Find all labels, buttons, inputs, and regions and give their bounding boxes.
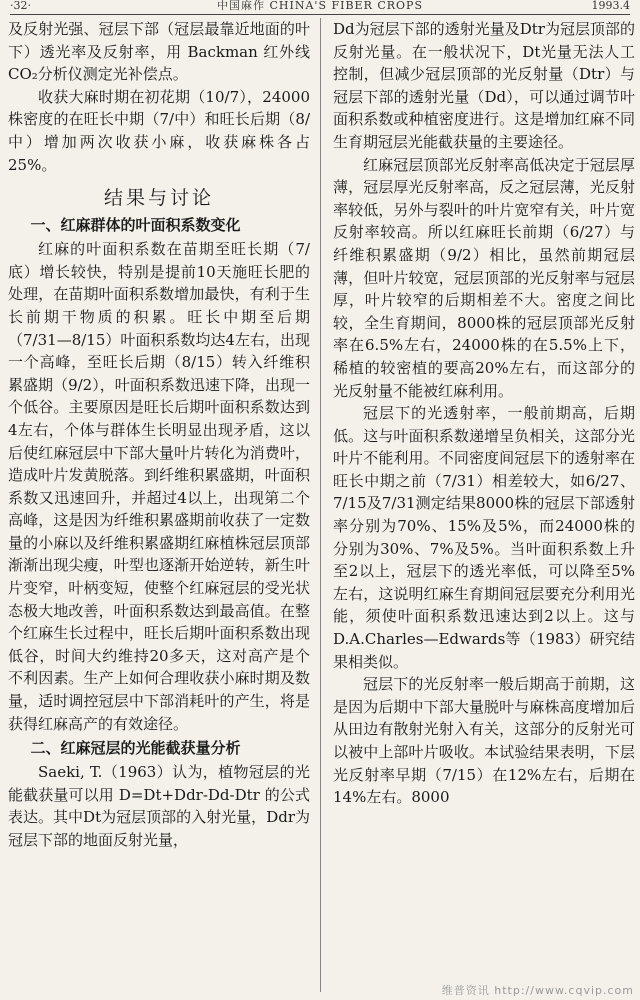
right-column (333, 18, 635, 996)
paragraph-transmittance: 冠层下的光透射率，一般前期高，后期低。这与叶面积系数递增呈负相关，这部分光叶片不能利用。不同密度间冠层下的透射率在旺长中期之前（7/31）相差较大，如6/27、7/15及7/31测定结果8000株的冠层下部透射率分别为70%、15%及5%，而24000株的分别为30%、7%及5%。当叶面积系数上升至2以上，冠层下的透光率低，可以降至5%左右，这说明红麻生育期间冠层要充分利用光能，须使叶面积系数迅速达到2以上。这与D.A.Charles—Edwards等（1983）研究结果相类似。 (333, 404, 635, 671)
journal-name: 中国麻作 CHINA'S FIBER CROPS (217, 0, 423, 12)
subsection-title-lai: 一、红麻群体的叶面积系数变化 (30, 216, 241, 235)
paragraph-continued-right: Dd为冠层下部的透射光量及Dtr为冠层顶部的反射光量。在一般状况下，Dt光量无法人工控制，但减少冠层顶部的光反射量（Dtr）与冠层下部的透射光量（Dd），可以通过调节叶面积系数或种植密度进行。这是增加红麻不同生育期冠层光能截获量的主要途径。 (333, 20, 635, 151)
paragraph-continued: 及反射光强、冠层下部（冠层最靠近地面的叶下）透光率及反射率，用 Backman 红外线CO₂分析仪测定光补偿点。 (8, 20, 310, 84)
paragraph-reflectance: 红麻冠层顶部光反射率高低决定于冠层厚薄，冠层厚光反射率高，反之冠层薄，光反射率较低，另外与裂叶的叶片宽窄有关，叶片宽反射率较高。所以红麻旺长前期（6/27）与纤维积累盛期（9/2）相比，虽然前期冠层薄，但叶片较宽，冠层顶部的光反射率与冠层厚，叶片较窄的后期相差不大。密度之间比较，全生育期间，8000株的冠层顶部光反射率在6.5%左右，24000株的在5.5%上下，稀植的较密植的要高20%左右，而这部分的光反射量不能被红麻利用。 (333, 155, 635, 400)
watermark: 维普资讯 http://www.cqvip.com (441, 984, 634, 997)
paragraph-lower-reflectance: 冠层下的光反射率一般后期高于前期，这是因为后期中下部大量脱叶与麻株高度增加后从田边有散射光射入有关，这部分的反射光可以被中上部叶片吸收。本试验结果表明，下层光反射率早期（7/15）在12%左右，后期在14%左右。8000 (333, 675, 635, 807)
section-title: 结果与讨论 (103, 187, 214, 210)
running-header (10, 0, 630, 15)
paragraph-lai: 红麻的叶面积系数在苗期至旺长期（7/底）增长较快，特别是提前10天施旺长肥的处理，在苗期叶面积系数增加最快，有利于生长前期干物质的积累。旺长中期至后期（7/31—8/15）叶面积系数均达4左右，出现一个高峰，至旺长后期（8/15）转入纤维积累盛期（9/2），叶面积系数迅速下降，出现一个低谷。主要原因是旺长后期叶面积系数达到4左右，个体与群体生长明显出现矛盾，这以后使红麻冠层中下部大量叶片转化为消费叶，造成叶片发黄脱落。到纤维积累盛期，叶面积系数又迅速回升，并超过4以上，出现第二个高峰，这是因为纤维积累盛期前收获了一定数量的小麻以及纤维积累盛期红麻植株冠层顶部渐渐出现尖瘦，叶型也逐渐开始逆转，新生叶片变窄，叶柄变短，使整个红麻冠层的受光状态极大地改善，叶面积系数达到最高值。在整个红麻生长过程中，旺长后期叶面积系数出现低谷，时间大约维持20多天，这对高产是个不利因素。生产上如何合理收获小麻时期及数量，适时调控冠层中下部消耗叶的产生，将是获得红麻高产的有效途径。 (8, 240, 310, 733)
paragraph-saeki: Saeki, T.（1963）认为，植物冠层的光能截获量可以用 D=Dt+Ddr-Dd-Dtr 的公式表达。其中Dt为冠层顶部的入射光量，Ddr为冠层下部的地面反射光量， (8, 763, 310, 849)
paragraph-harvest: 收获大麻时期在初花期（10/7），24000株密度的在旺长中期（7/中）和旺长后期（8/中）增加两次收获小麻，收获麻株各占25%。 (8, 87, 310, 174)
page-number: ·32· (10, 0, 31, 12)
subsection-title-light: 二、红麻冠层的光能截获量分析 (30, 739, 241, 758)
column-divider (320, 18, 321, 992)
journal-year: 1993.4 (591, 0, 630, 12)
left-column (8, 18, 310, 996)
